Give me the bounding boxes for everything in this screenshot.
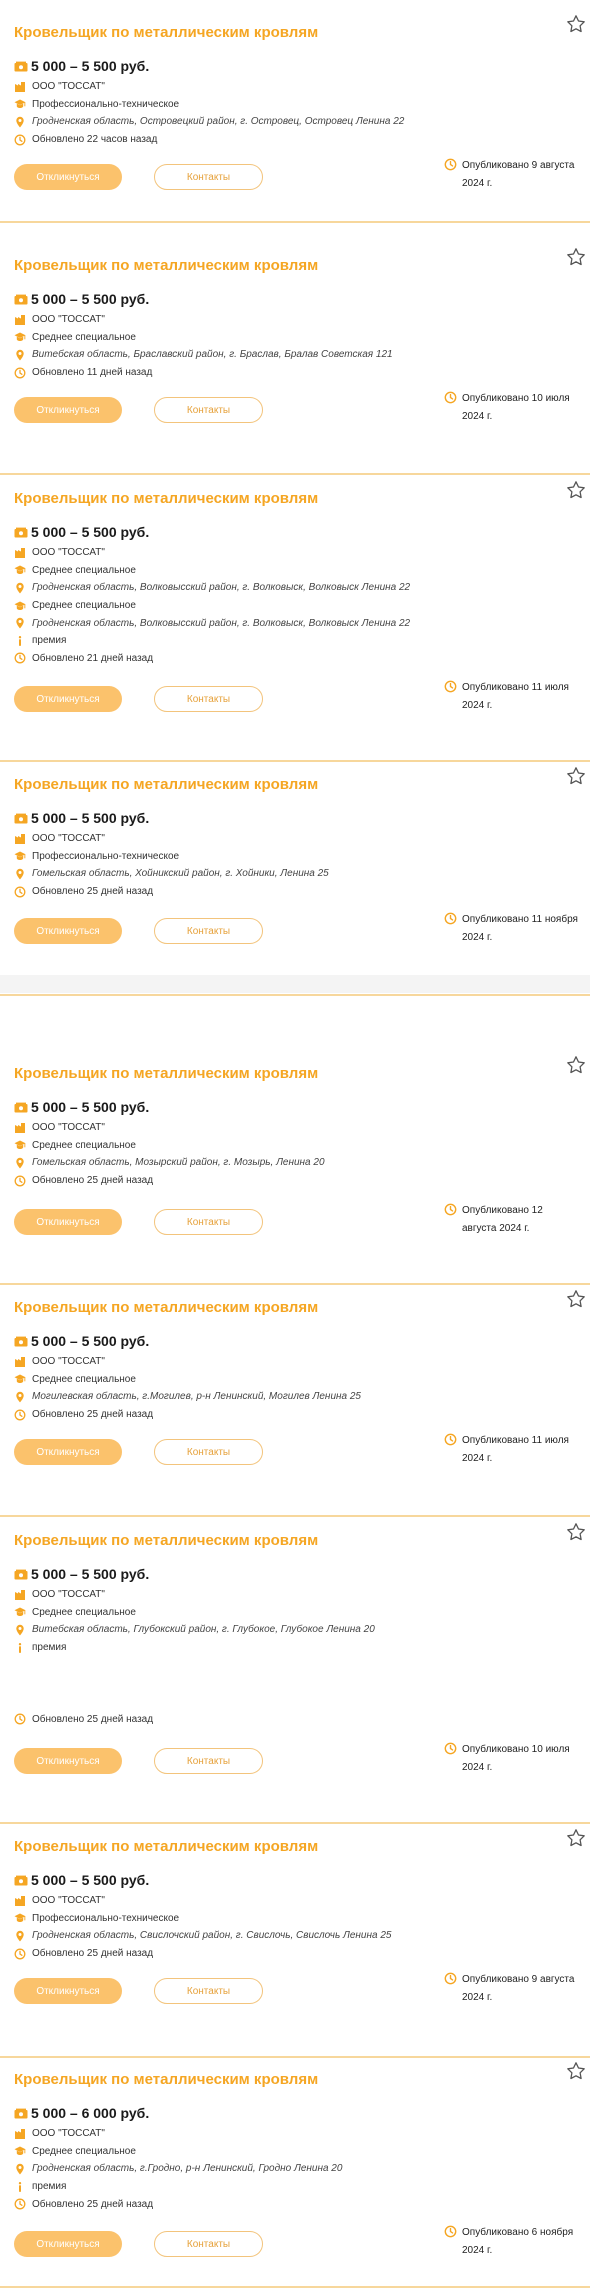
detail-row (14, 96, 404, 114)
building-icon (14, 1356, 26, 1368)
salary-text: 5 000 – 5 500 руб. (31, 1566, 150, 1582)
info-icon (14, 1642, 26, 1654)
clock-icon (14, 1409, 26, 1421)
detail-text: премия (32, 2181, 67, 2193)
detail-text: ООО "ТОССАТ" (32, 1122, 105, 1134)
vacancy-details (14, 806, 329, 900)
respond-button[interactable]: Откликнуться (14, 1439, 122, 1465)
detail-text: премия (32, 1642, 67, 1654)
money-icon (14, 526, 28, 538)
favorite-star-icon[interactable] (566, 247, 586, 267)
building-icon (14, 314, 26, 326)
location-pin-icon (14, 1157, 26, 1169)
contacts-button[interactable]: Контакты (154, 397, 263, 423)
detail-text: Гродненская область, Свислочский район, г. Свислочь, Свислочь Ленина 25 (32, 1930, 392, 1942)
detail-row (14, 562, 410, 580)
published-text: Опубликовано 9 августа 2024 г. (462, 1974, 575, 2003)
detail-row (14, 1172, 325, 1190)
detail-row (14, 650, 410, 668)
money-icon (14, 1568, 28, 1580)
detail-text: Обновлено 21 дней назад (32, 652, 154, 664)
detail-text: Среднее специальное (32, 1606, 136, 1618)
detail-row (14, 1406, 361, 1424)
detail-row (14, 1137, 325, 1155)
respond-button[interactable]: Откликнуться (14, 397, 122, 423)
detail-text: Обновлено 25 дней назад (32, 1948, 154, 1960)
education-icon (14, 564, 26, 576)
detail-text: ООО "ТОССАТ" (32, 1356, 105, 1368)
vacancy-title[interactable]: Кровельщик по металлическим кровлям (14, 490, 319, 507)
detail-row (14, 865, 329, 883)
published-date (444, 1202, 584, 1238)
detail-row (14, 1927, 391, 1945)
vacancy-details (14, 1329, 361, 1423)
respond-button[interactable]: Откликнуться (14, 686, 122, 712)
favorite-star-icon[interactable] (566, 2061, 586, 2081)
money-icon (14, 1335, 28, 1347)
location-pin-icon (14, 1624, 26, 1636)
detail-text: Обновлено 25 дней назад (32, 1713, 154, 1725)
respond-button[interactable]: Откликнуться (14, 1209, 122, 1235)
education-icon (14, 98, 26, 110)
education-icon (14, 331, 26, 343)
published-date (444, 679, 584, 715)
clock-icon (14, 1713, 26, 1725)
published-date (444, 390, 584, 426)
money-icon (14, 293, 28, 305)
building-icon (14, 81, 26, 93)
location-pin-icon (14, 116, 26, 128)
education-icon (14, 1139, 26, 1151)
detail-row (14, 1910, 391, 1928)
detail-row (14, 1586, 375, 1604)
location-pin-icon (14, 582, 26, 594)
clock-icon (444, 912, 457, 925)
education-icon (14, 1912, 26, 1924)
published-text: Опубликовано 12 августа 2024 г. (462, 1205, 543, 1234)
favorite-star-icon[interactable] (566, 1522, 586, 1542)
info-icon (14, 2181, 26, 2193)
detail-text: ООО "ТОССАТ" (32, 2128, 105, 2140)
education-icon (14, 600, 26, 612)
detail-text: Гродненская область, г.Гродно, р-н Ленинский, Гродно Ленина 20 (32, 2163, 343, 2175)
detail-row (14, 1892, 391, 1910)
detail-text: Обновлено 25 дней назад (32, 886, 154, 898)
detail-row (14, 848, 329, 866)
clock-icon (14, 652, 26, 664)
clock-icon (444, 1972, 457, 1985)
clock-icon (444, 2225, 457, 2238)
favorite-star-icon[interactable] (566, 766, 586, 786)
detail-text: ООО "ТОССАТ" (32, 1589, 105, 1601)
salary-text: 5 000 – 6 000 руб. (31, 2105, 150, 2121)
detail-text: Среднее специальное (32, 2145, 136, 2157)
clock-icon (444, 158, 457, 171)
contacts-button[interactable]: Контакты (154, 1748, 263, 1774)
detail-text: Среднее специальное (32, 1373, 136, 1385)
respond-button[interactable]: Откликнуться (14, 918, 122, 944)
card-separator (0, 1822, 590, 1824)
detail-row (14, 1371, 361, 1389)
detail-row (14, 1621, 375, 1639)
clock-icon (14, 1948, 26, 1960)
detail-text: Среднее специальное (32, 600, 136, 612)
vacancy-details (14, 520, 410, 667)
card-separator (0, 760, 590, 762)
clock-icon (444, 391, 457, 404)
detail-row (14, 632, 410, 650)
clock-icon (14, 367, 26, 379)
salary-row (14, 1095, 325, 1119)
published-text: Опубликовано 11 июля 2024 г. (462, 682, 569, 711)
salary-row (14, 2101, 342, 2125)
card-separator (0, 1283, 590, 1285)
vacancy-title[interactable]: Кровельщик по металлическим кровлям (14, 24, 319, 41)
salary-row (14, 287, 393, 311)
respond-button[interactable]: Откликнуться (14, 2231, 122, 2257)
detail-row (14, 1604, 375, 1622)
detail-text: Витебская область, Браславский район, г. Браслав, Бралав Советская 121 (32, 349, 393, 361)
detail-row (14, 2143, 342, 2161)
vacancy-details (14, 287, 393, 381)
location-pin-icon (14, 1391, 26, 1403)
detail-row (14, 2125, 342, 2143)
favorite-star-icon[interactable] (566, 1055, 586, 1075)
building-icon (14, 547, 26, 559)
card-separator (0, 2056, 590, 2058)
detail-row (14, 2178, 342, 2196)
clock-icon (444, 1433, 457, 1446)
detail-text: Гродненская область, Волковысский район, г. Волковыск, Волковыск Ленина 22 (32, 617, 411, 629)
detail-text: Профессионально-техническое (32, 1912, 180, 1924)
location-pin-icon (14, 1930, 26, 1942)
detail-text: Среднее специальное (32, 331, 136, 343)
money-icon (14, 2107, 28, 2119)
location-pin-icon (14, 617, 26, 629)
detail-row (14, 311, 393, 329)
respond-button[interactable]: Откликнуться (14, 1978, 122, 2004)
contacts-button[interactable]: Контакты (154, 1978, 263, 2004)
detail-row (14, 1154, 325, 1172)
location-pin-icon (14, 349, 26, 361)
contacts-button[interactable]: Контакты (154, 1209, 263, 1235)
clock-icon (444, 680, 457, 693)
section-gap (0, 983, 590, 993)
detail-text: Гродненская область, Островецкий район, г. Островец, Островец Ленина 22 (32, 116, 405, 128)
card-separator (0, 221, 590, 223)
clock-icon (14, 886, 26, 898)
detail-row (14, 364, 393, 382)
published-date (444, 1971, 584, 2007)
detail-text: Могилевская область, г.Могилев, р-н Ленинский, Могилев Ленина 25 (32, 1391, 361, 1403)
detail-row (14, 614, 410, 632)
salary-row (14, 1329, 361, 1353)
money-icon (14, 60, 28, 72)
detail-row (14, 113, 404, 131)
education-icon (14, 2145, 26, 2157)
building-icon (14, 1122, 26, 1134)
detail-row (14, 544, 410, 562)
detail-row (14, 1710, 375, 1728)
vacancy-details (14, 1868, 391, 1962)
detail-text: ООО "ТОССАТ" (32, 81, 105, 93)
favorite-star-icon[interactable] (566, 480, 586, 500)
card-separator (0, 1515, 590, 1517)
clock-icon (14, 134, 26, 146)
salary-row (14, 54, 404, 78)
detail-row (14, 1353, 361, 1371)
contacts-button[interactable]: Контакты (154, 164, 263, 190)
detail-row (14, 1388, 361, 1406)
card-separator (0, 473, 590, 475)
salary-row (14, 1562, 375, 1586)
vacancy-details (14, 54, 404, 148)
info-icon (14, 635, 26, 647)
detail-row (14, 579, 410, 597)
detail-text: Профессионально-техническое (32, 98, 180, 110)
detail-row (14, 1945, 391, 1963)
respond-button[interactable]: Откликнуться (14, 164, 122, 190)
detail-row (14, 1119, 325, 1137)
detail-text: Обновлено 25 дней назад (32, 2198, 154, 2210)
favorite-star-icon[interactable] (566, 1828, 586, 1848)
contacts-button[interactable]: Контакты (154, 2231, 263, 2257)
contacts-button[interactable]: Контакты (154, 686, 263, 712)
vacancy-title[interactable]: Кровельщик по металлическим кровлям (14, 2071, 319, 2088)
detail-text: Обновлено 22 часов назад (32, 134, 158, 146)
salary-text: 5 000 – 5 500 руб. (31, 58, 150, 74)
published-text: Опубликовано 10 июля 2024 г. (462, 1744, 570, 1773)
detail-row (14, 2160, 342, 2178)
salary-row (14, 806, 329, 830)
education-icon (14, 850, 26, 862)
vacancy-title[interactable]: Кровельщик по металлическим кровлям (14, 776, 319, 793)
detail-text: ООО "ТОССАТ" (32, 547, 105, 559)
detail-text: Витебская область, Глубокский район, г. Глубокое, Глубокое Ленина 20 (32, 1624, 375, 1636)
vacancy-title[interactable]: Кровельщик по металлическим кровлям (14, 1838, 319, 1855)
detail-text: ООО "ТОССАТ" (32, 833, 105, 845)
card-separator (0, 994, 590, 996)
detail-row (14, 883, 329, 901)
published-date (444, 2224, 584, 2260)
respond-button[interactable]: Откликнуться (14, 1748, 122, 1774)
building-icon (14, 833, 26, 845)
salary-text: 5 000 – 5 500 руб. (31, 291, 150, 307)
published-date (444, 911, 584, 947)
building-icon (14, 1895, 26, 1907)
published-date (444, 1741, 584, 1777)
detail-text: Среднее специальное (32, 564, 136, 576)
detail-row (14, 346, 393, 364)
clock-icon (14, 1175, 26, 1187)
money-icon (14, 812, 28, 824)
published-text: Опубликовано 11 июля 2024 г. (462, 1435, 569, 1464)
published-date (444, 157, 584, 193)
building-icon (14, 2128, 26, 2140)
clock-icon (444, 1742, 457, 1755)
clock-icon (14, 2198, 26, 2210)
vacancy-title[interactable]: Кровельщик по металлическим кровлям (14, 257, 319, 274)
salary-text: 5 000 – 5 500 руб. (31, 1872, 150, 1888)
detail-row (14, 329, 393, 347)
vacancy-title[interactable]: Кровельщик по металлическим кровлям (14, 1065, 319, 1082)
detail-row (14, 78, 404, 96)
contacts-button[interactable]: Контакты (154, 1439, 263, 1465)
location-pin-icon (14, 2163, 26, 2175)
clock-icon (444, 1203, 457, 1216)
salary-row (14, 1868, 391, 1892)
detail-text: ООО "ТОССАТ" (32, 1895, 105, 1907)
detail-text: Гомельская область, Мозырский район, г. Мозырь, Ленина 20 (32, 1157, 325, 1169)
salary-text: 5 000 – 5 500 руб. (31, 810, 150, 826)
vacancy-details (14, 1095, 325, 1189)
published-text: Опубликовано 11 ноября 2024 г. (462, 914, 578, 943)
salary-text: 5 000 – 5 500 руб. (31, 1099, 150, 1115)
detail-row (14, 131, 404, 149)
building-icon (14, 1589, 26, 1601)
vacancy-details (14, 2101, 342, 2213)
money-icon (14, 1874, 28, 1886)
vacancy-title[interactable]: Кровельщик по металлическим кровлям (14, 1299, 319, 1316)
detail-row (14, 597, 410, 615)
detail-row (14, 2195, 342, 2213)
published-text: Опубликовано 10 июля 2024 г. (462, 393, 570, 422)
salary-text: 5 000 – 5 500 руб. (31, 524, 150, 540)
vacancy-details (14, 1562, 375, 1728)
detail-text: Среднее специальное (32, 1139, 136, 1151)
money-icon (14, 1101, 28, 1113)
favorite-star-icon[interactable] (566, 14, 586, 34)
education-icon (14, 1606, 26, 1618)
detail-text: Обновлено 25 дней назад (32, 1409, 154, 1421)
published-date (444, 1432, 584, 1468)
detail-text: Гомельская область, Хойникский район, г. Хойники, Ленина 25 (32, 868, 329, 880)
favorite-star-icon[interactable] (566, 1289, 586, 1309)
vacancy-title[interactable]: Кровельщик по металлическим кровлям (14, 1532, 319, 1549)
detail-text: премия (32, 635, 67, 647)
location-pin-icon (14, 868, 26, 880)
detail-text: Обновлено 11 дней назад (32, 367, 153, 379)
detail-text: Профессионально-техническое (32, 850, 180, 862)
contacts-button[interactable]: Контакты (154, 918, 263, 944)
detail-row (14, 1639, 375, 1657)
detail-text: Обновлено 25 дней назад (32, 1175, 154, 1187)
salary-text: 5 000 – 5 500 руб. (31, 1333, 150, 1349)
salary-row (14, 520, 410, 544)
education-icon (14, 1373, 26, 1385)
published-text: Опубликовано 6 ноября 2024 г. (462, 2227, 574, 2256)
detail-row (14, 830, 329, 848)
detail-text: ООО "ТОССАТ" (32, 314, 105, 326)
detail-text: Гродненская область, Волковысский район, г. Волковыск, Волковыск Ленина 22 (32, 582, 411, 594)
published-text: Опубликовано 9 августа 2024 г. (462, 160, 575, 189)
